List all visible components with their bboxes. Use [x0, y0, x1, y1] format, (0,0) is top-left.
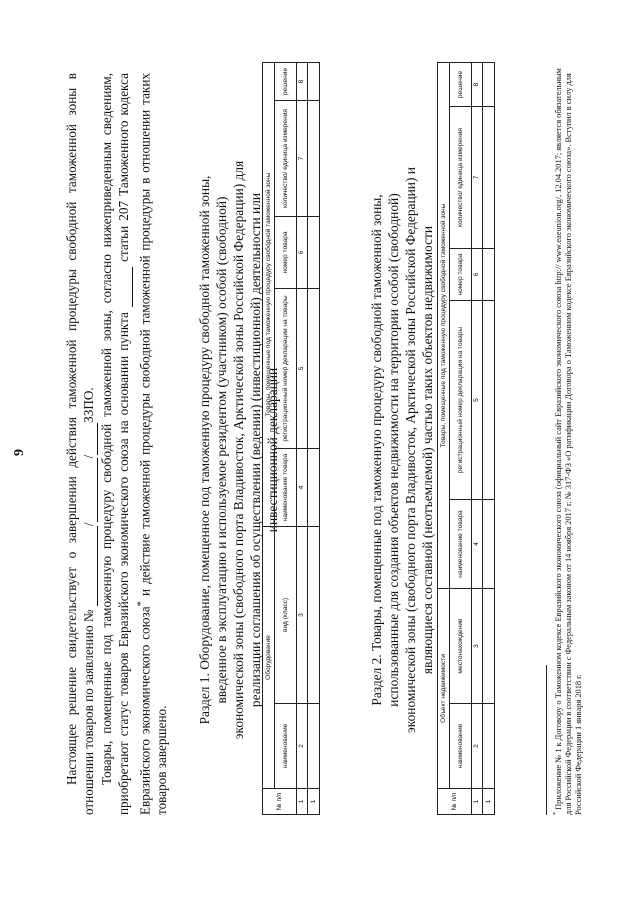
- column-number-cell: 5: [297, 288, 308, 448]
- column-number-cell: 1: [472, 789, 483, 815]
- intro-paragraph-status: [99, 73, 170, 815]
- column-number-cell: 8: [472, 62, 483, 106]
- header-goods-name: наименование товара: [450, 500, 472, 589]
- table-row: [308, 62, 320, 814]
- header-decision: решение: [450, 62, 472, 106]
- column-number-cell: 4: [297, 448, 308, 526]
- header-goods-name: наименование товара: [275, 448, 297, 526]
- column-number-cell: 2: [297, 704, 308, 789]
- column-number-cell: 6: [297, 216, 308, 288]
- column-number-cell: 3: [472, 589, 483, 704]
- footnote-divider: [546, 665, 547, 815]
- header-quantity-unit: количество/ единица измерения: [450, 107, 472, 249]
- table-cell: [308, 100, 320, 216]
- application-number-suffix: ЗЗПО.: [80, 387, 96, 423]
- table-header-row: [263, 62, 275, 814]
- application-number-blank-1: [81, 526, 99, 606]
- column-number-cell: 5: [472, 301, 483, 500]
- decision-statement: Настоящее решение свидетельствует о завершении действия таможенной процедуры свободной таможенной зоны в отношении товаров по заявлению №: [64, 73, 96, 815]
- column-number-cell: 1: [297, 789, 308, 815]
- column-number-cell: 8: [297, 62, 308, 100]
- header-real-estate-name: наименование: [450, 704, 472, 789]
- header-goods-group: Товары, помещенные под таможенную процедуру свободной таможенной зоны: [438, 62, 450, 588]
- header-equipment-kind: вид (класс): [275, 526, 297, 703]
- footnote-mark: *: [553, 812, 559, 815]
- header-goods-number: номер товара: [275, 216, 297, 288]
- table-cell: [308, 216, 320, 288]
- header-declaration-number: регистрационный номер декларации на товары: [450, 301, 472, 500]
- intro-text: [64, 73, 170, 815]
- table-cell: 1: [483, 789, 495, 815]
- section-1-table: [262, 62, 320, 815]
- table-row: [483, 62, 495, 814]
- table-cell: [483, 62, 495, 106]
- clause-number-blank: [116, 267, 134, 307]
- table-header-row: [275, 62, 297, 814]
- status-statement-start: Товары, помещенные под таможенную процедуру свободной таможенной зоны, согласно нижеприведенным сведениям, приобретают статус товаров Евразийского экономического союза на основании пункта: [99, 73, 131, 815]
- header-real-estate-location: местонахождение: [450, 589, 472, 704]
- footnote-text: Приложение № 1 к Договору о Таможенном кодексе Евразийского экономического союза (официальный сайт Евразийского экономического союза http:// www.eaeunion.org/, 12.04.2017; является обязательным для Российской Федерации в соответствии с Федеральным законом от 14 ноября 2017 г. № 317-ФЗ «О ратификации Договора о Таможенном кодексе Евразийского экономического союза». Вступил в силу для Российской Федерации 1 января 2018 г.: [553, 68, 583, 815]
- application-number-slash-2: /: [80, 454, 96, 459]
- header-quantity-unit: количество/ единица измерения: [275, 100, 297, 216]
- header-goods-number: номер товара: [450, 249, 472, 301]
- header-num: № п/п: [438, 789, 472, 815]
- footnote: [546, 63, 584, 815]
- header-num: № п/п: [263, 789, 297, 815]
- application-number-slash-1: /: [80, 522, 96, 527]
- footnote-reference-mark: *: [135, 600, 147, 607]
- column-number-cell: 2: [472, 704, 483, 789]
- table-column-number-row: [297, 62, 308, 814]
- column-number-cell: 3: [297, 526, 308, 703]
- status-statement-article: статьи 207 Таможенного кодекса Евразийского экономического союза: [115, 72, 153, 815]
- page-number: 9: [12, 449, 27, 456]
- table-cell: [308, 62, 320, 100]
- header-equipment-name: наименование: [275, 704, 297, 789]
- application-number-blank-3: [81, 423, 99, 455]
- table-header-row: [450, 62, 472, 814]
- table-cell: [483, 107, 495, 249]
- header-goods-group: Товары, помещенные под таможенную процедуру свободной таможенной зоны: [263, 62, 275, 526]
- section-2-title: Раздел 2. Товары, помещенные под таможенную процедуру свободной таможенной зоны, использованные для создания объектов недвижимости на территории особой (свободной) экономической зоны (свободного порта Владивосток, Арктической зоны Российской Федерации) и являющиеся составной (неотъемлемой) частью таких объектов недвижимости: [369, 167, 435, 733]
- header-decision: решение: [275, 62, 297, 100]
- column-number-cell: 7: [297, 100, 308, 216]
- column-number-cell: 7: [472, 107, 483, 249]
- header-declaration-number: регистрационный номер декларации на товары: [275, 288, 297, 448]
- table-cell: [483, 500, 495, 589]
- table-cell: 1: [308, 789, 320, 815]
- table-cell: [483, 704, 495, 789]
- column-number-cell: 6: [472, 249, 483, 301]
- table-column-number-row: [472, 62, 483, 814]
- section-1-title: Раздел 1. Оборудование, помещенное под таможенную процедуру свободной таможенной зоны, введенное в эксплуатацию и используемое резидентом (участником) особой (свободной) экономической зоны (свободного порта Владивосток, Арктической зоны Российской Федерации) для реализации соглашения об осуществлении (ведении) (инвестиционной) деятельности или инвестиционной декларации: [197, 160, 280, 740]
- table-cell: [483, 249, 495, 301]
- table-cell: [308, 704, 320, 789]
- table-cell: [483, 589, 495, 704]
- intro-paragraph-decision: [64, 73, 98, 815]
- status-statement-end: и действие таможенной процедуры свободной таможенной процедуры в отношении таких товаров завершено.: [137, 73, 169, 815]
- table-header-row: [438, 62, 450, 814]
- header-equipment-group: Оборудование: [263, 526, 275, 788]
- table-cell: [308, 448, 320, 526]
- table-cell: [308, 526, 320, 703]
- table-cell: [308, 288, 320, 448]
- header-real-estate-group: Объект недвижимости: [438, 589, 450, 789]
- application-number-blank-2: [81, 459, 99, 523]
- table-cell: [483, 301, 495, 500]
- section-2-table: [437, 62, 495, 815]
- column-number-cell: 4: [472, 500, 483, 589]
